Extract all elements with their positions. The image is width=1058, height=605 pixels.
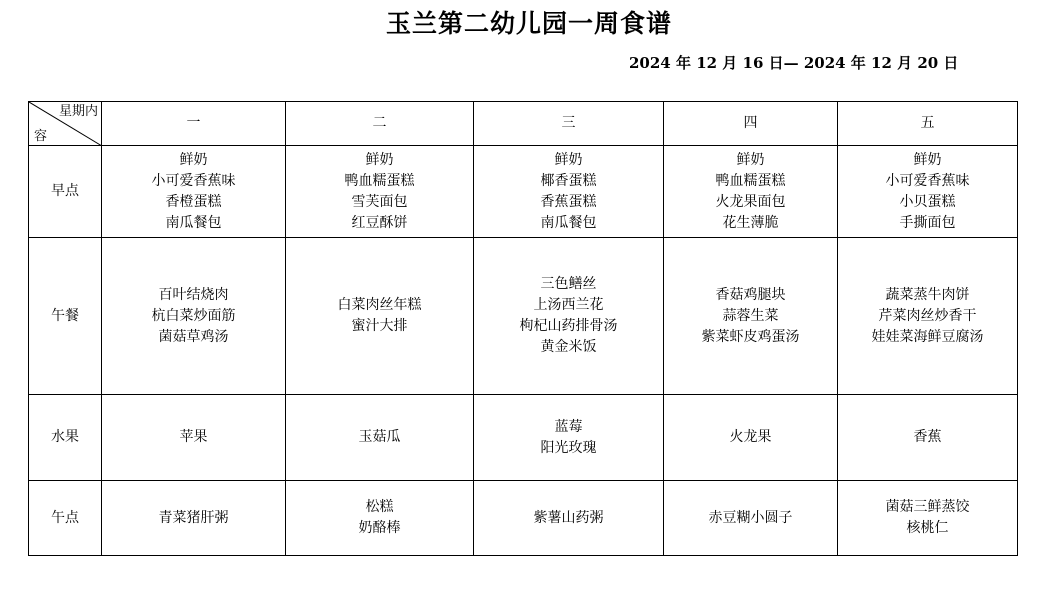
- menu-cell: [664, 395, 838, 481]
- day-header-4: 四: [664, 102, 838, 146]
- menu-cell: [474, 395, 664, 481]
- dish-item: 鲜奶: [365, 151, 394, 168]
- dish-item: 红豆酥饼: [351, 214, 408, 231]
- date-range: 2024 年 12 月 16 日— 2024 年 12 月 20 日: [629, 54, 959, 72]
- dish-item: 鲜奶: [554, 151, 583, 168]
- menu-cell: [102, 395, 286, 481]
- menu-cell: [286, 238, 474, 395]
- dish-item: 鸭血糯蛋糕: [344, 172, 415, 189]
- day-header-5: 五: [838, 102, 1018, 146]
- corner-content-label: 容: [34, 129, 48, 144]
- dish-item: 火龙果面包: [715, 193, 786, 210]
- day-header-3: 三: [474, 102, 664, 146]
- menu-cell: [102, 481, 286, 556]
- dish-item: 小可爱香蕉味: [885, 172, 970, 189]
- dish-item: 阳光玫瑰: [540, 439, 597, 456]
- dish-item: 香蕉蛋糕: [540, 193, 597, 210]
- dish-item: 鲜奶: [913, 151, 942, 168]
- dish-item: 松糕: [365, 499, 394, 515]
- dish-item: 娃娃菜海鲜豆腐汤: [871, 328, 984, 345]
- day-header-1: 一: [102, 102, 286, 146]
- dish-item: 南瓜餐包: [540, 214, 597, 231]
- menu-cell: [286, 481, 474, 556]
- dish-item: 菌菇三鲜蒸饺: [885, 499, 970, 515]
- dish-item: 白菜肉丝年糕: [337, 297, 422, 313]
- lunch-row: [29, 238, 1018, 395]
- menu-cell: [838, 395, 1018, 481]
- dish-item: 火龙果: [729, 429, 772, 445]
- menu-cell: [102, 238, 286, 395]
- dish-item: 核桃仁: [906, 520, 949, 536]
- dish-item: 百叶结烧肉: [158, 286, 229, 303]
- meal-label: 早点: [29, 146, 102, 238]
- corner-weekday-label: 星期内: [58, 104, 98, 119]
- dish-item: 花生薄脆: [722, 214, 779, 231]
- dish-item: 蒜蓉生菜: [722, 307, 779, 324]
- menu-cell: [474, 238, 664, 395]
- dish-item: 香橙蛋糕: [165, 193, 222, 210]
- dish-item: 香菇鸡腿块: [715, 286, 786, 303]
- day-header-2: 二: [286, 102, 474, 146]
- dish-item: 三色鳝丝: [540, 276, 597, 292]
- dish-item: 蔬菜蒸牛肉饼: [885, 286, 970, 303]
- dish-item: 鲜奶: [179, 151, 208, 168]
- dish-item: 玉菇瓜: [358, 429, 401, 445]
- menu-cell: [286, 395, 474, 481]
- menu-cell: [838, 238, 1018, 395]
- dish-item: 苹果: [179, 429, 208, 445]
- dish-item: 椰香蛋糕: [540, 172, 597, 189]
- dish-item: 蜜汁大排: [351, 318, 408, 334]
- dish-item: 鲜奶: [736, 151, 765, 168]
- menu-cell: [474, 481, 664, 556]
- meal-label: 午餐: [29, 238, 102, 395]
- dish-item: 青菜猪肝粥: [158, 509, 229, 526]
- dish-item: 芹菜肉丝炒香干: [878, 307, 977, 324]
- menu-cell: [286, 146, 474, 238]
- snack-row: [29, 481, 1018, 556]
- dish-item: 赤豆糊小圆子: [708, 509, 793, 526]
- menu-cell: [838, 481, 1018, 556]
- corner-header-cell: [29, 102, 102, 146]
- dish-item: 枸杞山药排骨汤: [519, 318, 618, 334]
- header-row: [29, 102, 1018, 146]
- dish-item: 杭白菜炒面筋: [151, 307, 236, 324]
- dish-item: 黄金米饭: [540, 339, 597, 355]
- page-title: 玉兰第二幼儿园一周食谱: [385, 9, 672, 38]
- menu-cell: [664, 481, 838, 556]
- menu-cell: [474, 146, 664, 238]
- dish-item: 小贝蛋糕: [899, 193, 956, 210]
- menu-cell: [664, 146, 838, 238]
- dish-item: 菌菇草鸡汤: [158, 328, 229, 345]
- meal-label: 水果: [29, 395, 102, 481]
- menu-cell: [102, 146, 286, 238]
- menu-table: [28, 101, 1018, 556]
- dish-item: 雪芙面包: [351, 193, 408, 210]
- dish-item: 蓝莓: [554, 418, 583, 435]
- dish-item: 奶酪棒: [358, 520, 401, 536]
- dish-item: 手撕面包: [899, 214, 956, 231]
- dish-item: 紫薯山药粥: [533, 509, 604, 526]
- dish-item: 小可爱香蕉味: [151, 172, 236, 189]
- dish-item: 香蕉: [913, 429, 942, 445]
- menu-cell: [838, 146, 1018, 238]
- dish-item: 上汤西兰花: [533, 297, 604, 313]
- breakfast-row: [29, 146, 1018, 238]
- fruit-row: [29, 395, 1018, 481]
- dish-item: 鸭血糯蛋糕: [715, 172, 786, 189]
- meal-label: 午点: [29, 481, 102, 556]
- dish-item: 南瓜餐包: [165, 214, 222, 231]
- dish-item: 紫菜虾皮鸡蛋汤: [701, 328, 800, 345]
- menu-cell: [664, 238, 838, 395]
